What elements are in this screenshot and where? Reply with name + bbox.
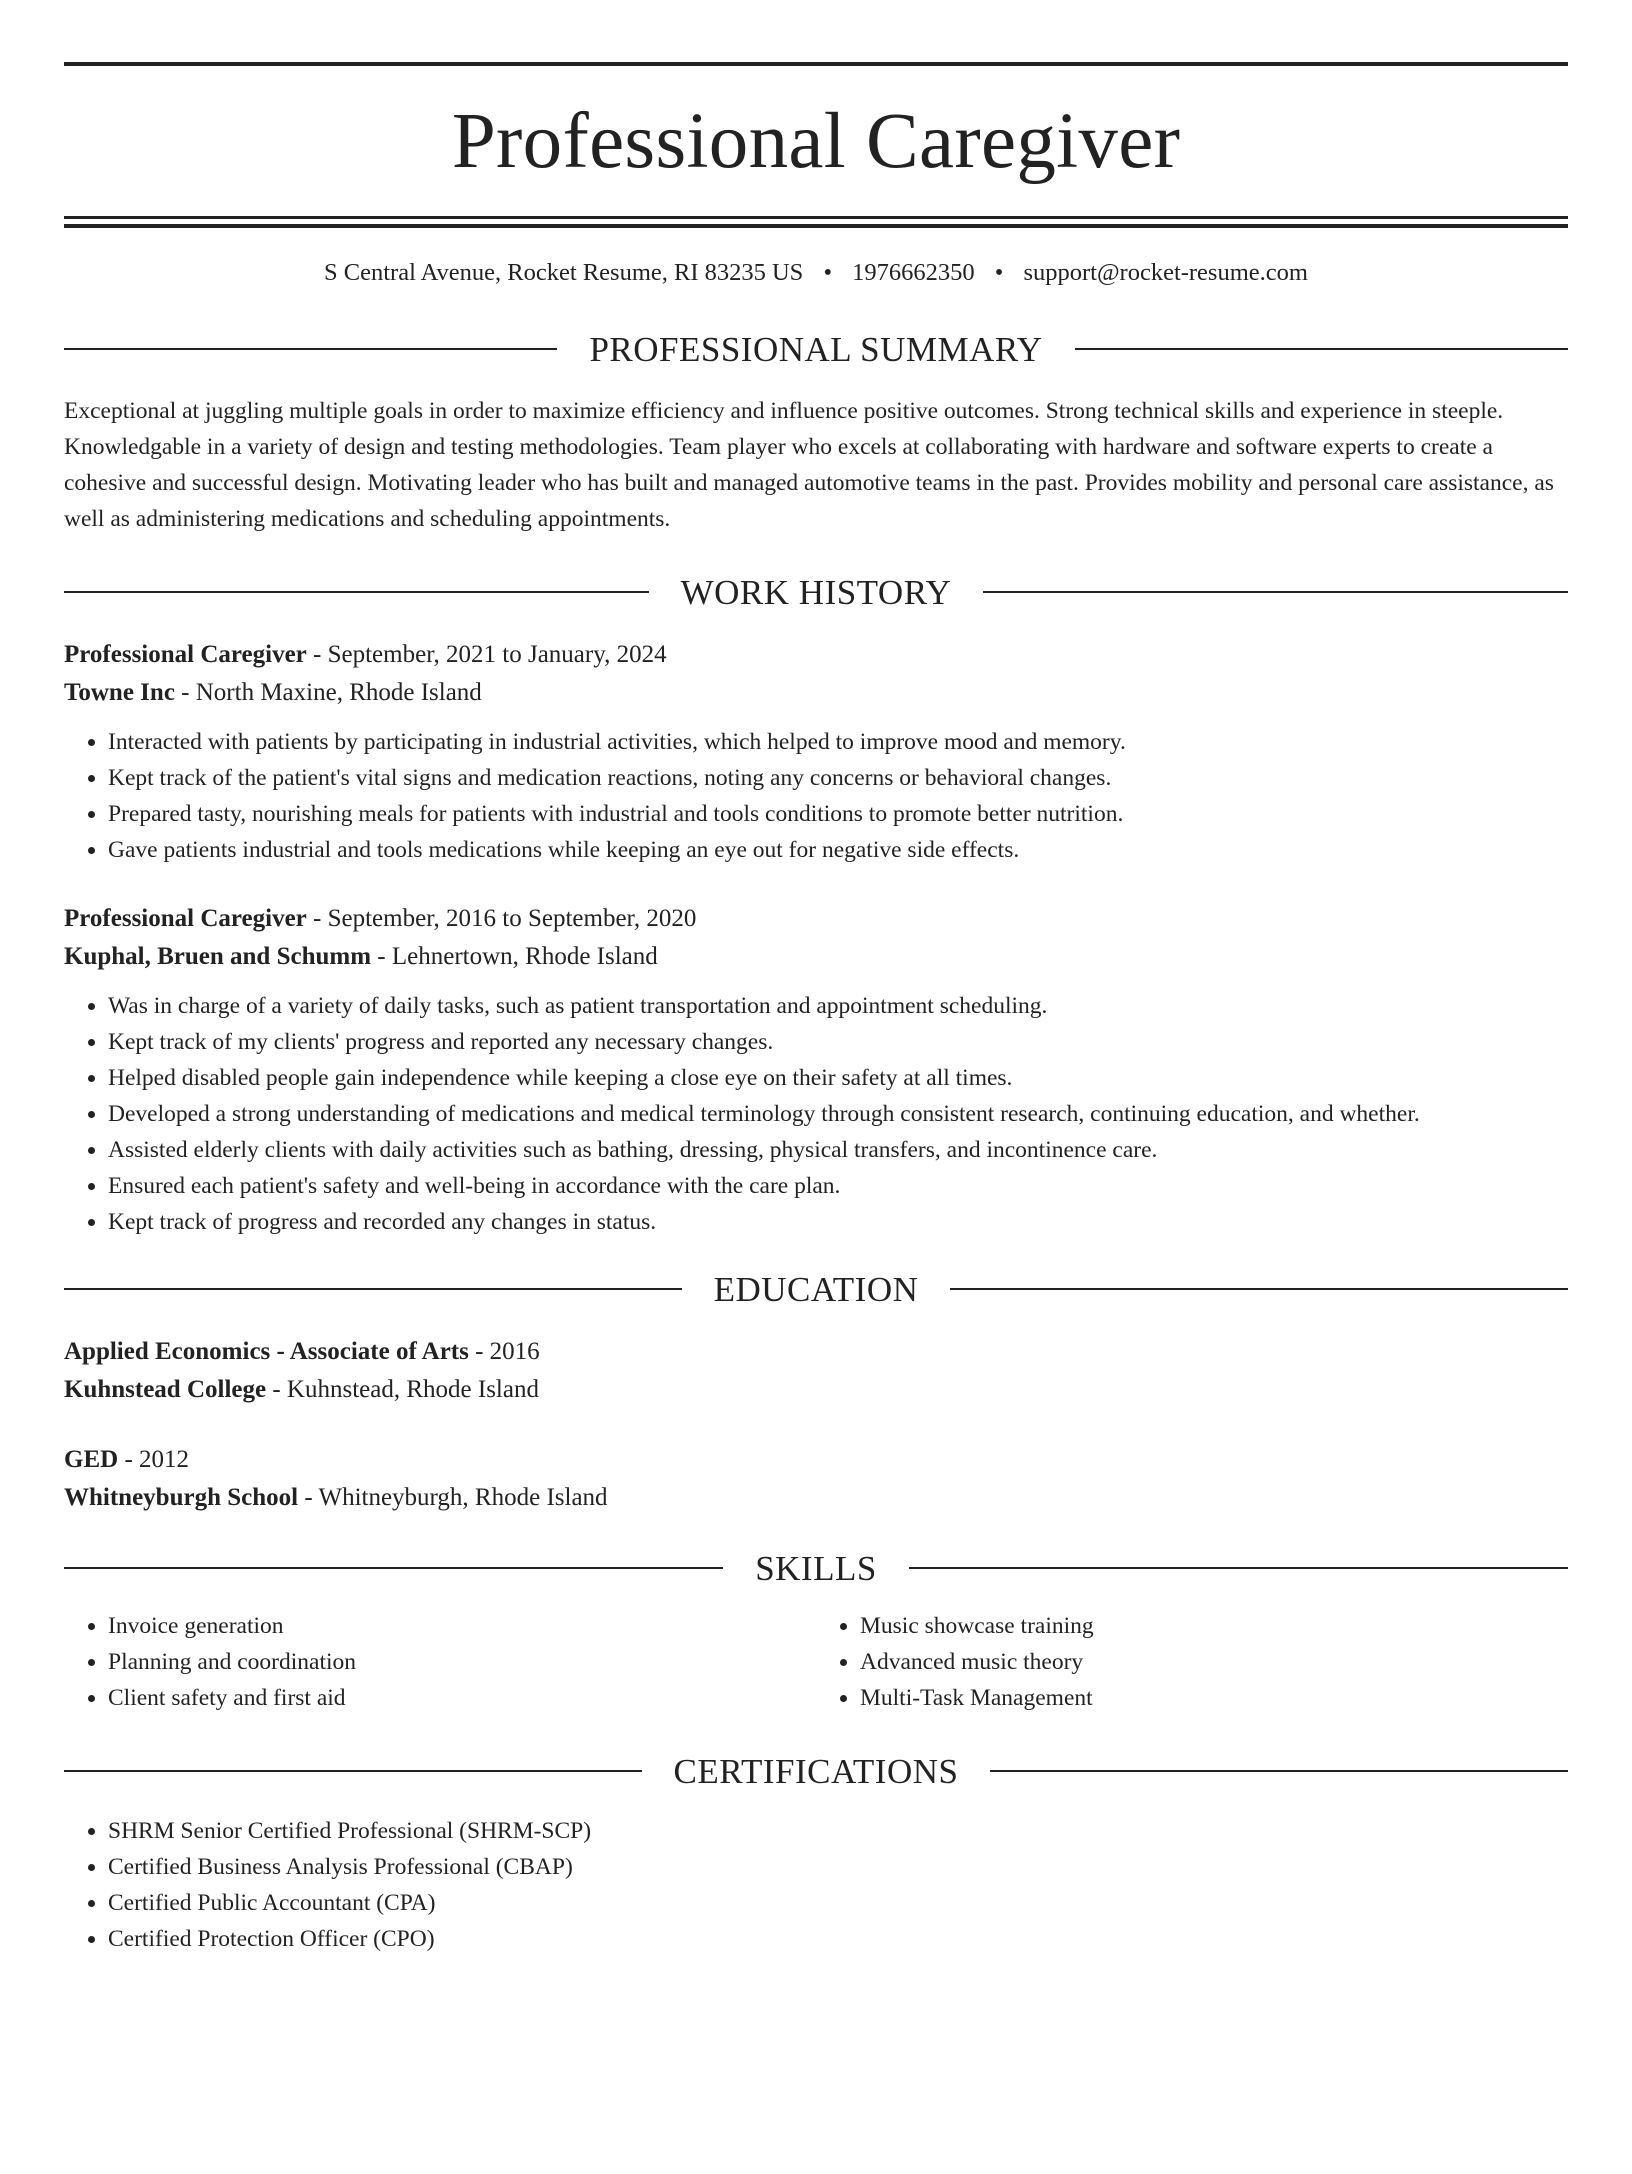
resume-page (0, 62, 1632, 2174)
section-title: EDUCATION (713, 1269, 919, 1309)
list-item: • Assisted elderly clients with daily activities such as bathing, dressing, physical transfers, and incontinence care. (108, 1132, 1568, 1168)
job-entry (64, 636, 1568, 868)
school-line (64, 1371, 1568, 1409)
list-item: • Developed a strong understanding of medications and medical terminology through consistent research, continuing education, and whether. (108, 1096, 1568, 1132)
school-name: Kuhnstead College (64, 1375, 267, 1403)
skills-column-right (816, 1608, 1568, 1716)
job-bullets (64, 988, 1568, 1240)
list-item: • Planning and coordination (108, 1644, 816, 1680)
job-role: Professional Caregiver (64, 640, 307, 668)
list-item: • Certified Business Analysis Professional (CBAP) (108, 1849, 1568, 1885)
certifications-list (64, 1813, 1568, 1957)
section-rule (64, 348, 557, 350)
list-item: • Was in charge of a variety of daily tasks, such as patient transportation and appointment scheduling. (108, 988, 1568, 1024)
degree-line (64, 1333, 1568, 1371)
job-title-line (64, 636, 1568, 674)
job-dates: - September, 2016 to September, 2020 (306, 904, 697, 932)
section-title: PROFESSIONAL SUMMARY (589, 329, 1043, 369)
list-item: • SHRM Senior Certified Professional (SHRM-SCP) (108, 1813, 1568, 1849)
school-name: Whitneyburgh School (64, 1483, 299, 1511)
section-rule (64, 1288, 682, 1290)
skills-grid (64, 1608, 1568, 1716)
school-location: - Kuhnstead, Rhode Island (266, 1375, 539, 1403)
section-title: WORK HISTORY (680, 572, 952, 612)
job-bullets (64, 724, 1568, 868)
section-rule (64, 1770, 642, 1772)
school-location: - Whitneyburgh, Rhode Island (298, 1483, 608, 1511)
section-header-certifications (64, 1751, 1568, 1791)
job-role: Professional Caregiver (64, 904, 307, 932)
section-header-skills (64, 1548, 1568, 1588)
education-entry (64, 1441, 1568, 1517)
double-rule (64, 216, 1568, 228)
job-dates: - September, 2021 to January, 2024 (306, 640, 667, 668)
contact-line (64, 261, 1568, 286)
section-rule (990, 1770, 1568, 1772)
list-item: • Invoice generation (108, 1608, 816, 1644)
section-title: CERTIFICATIONS (673, 1751, 959, 1791)
section-rule (983, 591, 1568, 593)
school-line (64, 1479, 1568, 1517)
list-item: • Advanced music theory (860, 1644, 1568, 1680)
degree-year: - 2012 (118, 1445, 190, 1473)
job-company-line (64, 674, 1568, 712)
section-rule (1075, 348, 1568, 350)
list-item: • Kept track of the patient's vital signs and medication reactions, noting any concerns or behavioral changes. (108, 760, 1568, 796)
job-title-line (64, 900, 1568, 938)
contact-separator: • (823, 259, 833, 286)
section-rule (64, 1567, 723, 1569)
section-header-summary (64, 329, 1568, 369)
job-company-line (64, 938, 1568, 976)
list-item: • Certified Protection Officer (CPO) (108, 1921, 1568, 1957)
list-item: • Ensured each patient's safety and well-being in accordance with the care plan. (108, 1168, 1568, 1204)
section-rule (64, 591, 649, 593)
list-item: • Client safety and first aid (108, 1680, 816, 1716)
contact-email[interactable]: support@rocket-resume.com (1023, 259, 1308, 286)
list-item: • Interacted with patients by participating in industrial activities, which helped to improve mood and memory. (108, 724, 1568, 760)
section-title: SKILLS (755, 1548, 877, 1588)
job-location: - Lehnertown, Rhode Island (371, 942, 658, 970)
degree-name: GED (64, 1445, 119, 1473)
list-item: • Kept track of my clients' progress and reported any necessary changes. (108, 1024, 1568, 1060)
list-item: • Gave patients industrial and tools medications while keeping an eye out for negative side effects. (108, 832, 1568, 868)
list-item: • Helped disabled people gain independence while keeping a close eye on their safety at all times. (108, 1060, 1568, 1096)
contact-address: S Central Avenue, Rocket Resume, RI 83235 US (324, 259, 804, 286)
section-rule (950, 1288, 1568, 1290)
section-header-education (64, 1269, 1568, 1309)
summary-text: Exceptional at juggling multiple goals in order to maximize efficiency and influence positive outcomes. Strong technical skills and experience in steeple. Knowledgable in a variety of design and testing methodologies. Team player who excels at collaborating with hardware and software experts to create a cohesive and successful design. Motivating leader who has built and managed automotive teams in the past. Provides mobility and personal care assistance, as well as administering medications and scheduling appointments. (64, 397, 1554, 532)
list-item: • Certified Public Accountant (CPA) (108, 1885, 1568, 1921)
education-entry (64, 1333, 1568, 1409)
contact-phone: 1976662350 (852, 259, 975, 286)
list-item: • Music showcase training (860, 1608, 1568, 1644)
section-header-work (64, 572, 1568, 612)
skills-column-left (64, 1608, 816, 1716)
section-rule (909, 1567, 1568, 1569)
job-company: Kuphal, Bruen and Schumm (64, 942, 372, 970)
list-item: • Kept track of progress and recorded any changes in status. (108, 1204, 1568, 1240)
job-entry (64, 900, 1568, 1240)
job-location: - North Maxine, Rhode Island (174, 678, 482, 706)
job-company: Towne Inc (64, 678, 175, 706)
degree-name: Applied Economics - Associate of Arts (64, 1337, 469, 1365)
list-item: • Multi-Task Management (860, 1680, 1568, 1716)
degree-year: - 2016 (468, 1337, 540, 1365)
top-rule (64, 62, 1568, 66)
resume-name: Professional Caregiver (451, 98, 1181, 185)
degree-line (64, 1441, 1568, 1479)
contact-separator: • (994, 259, 1004, 286)
list-item: • Prepared tasty, nourishing meals for patients with industrial and tools conditions to promote better nutrition. (108, 796, 1568, 832)
